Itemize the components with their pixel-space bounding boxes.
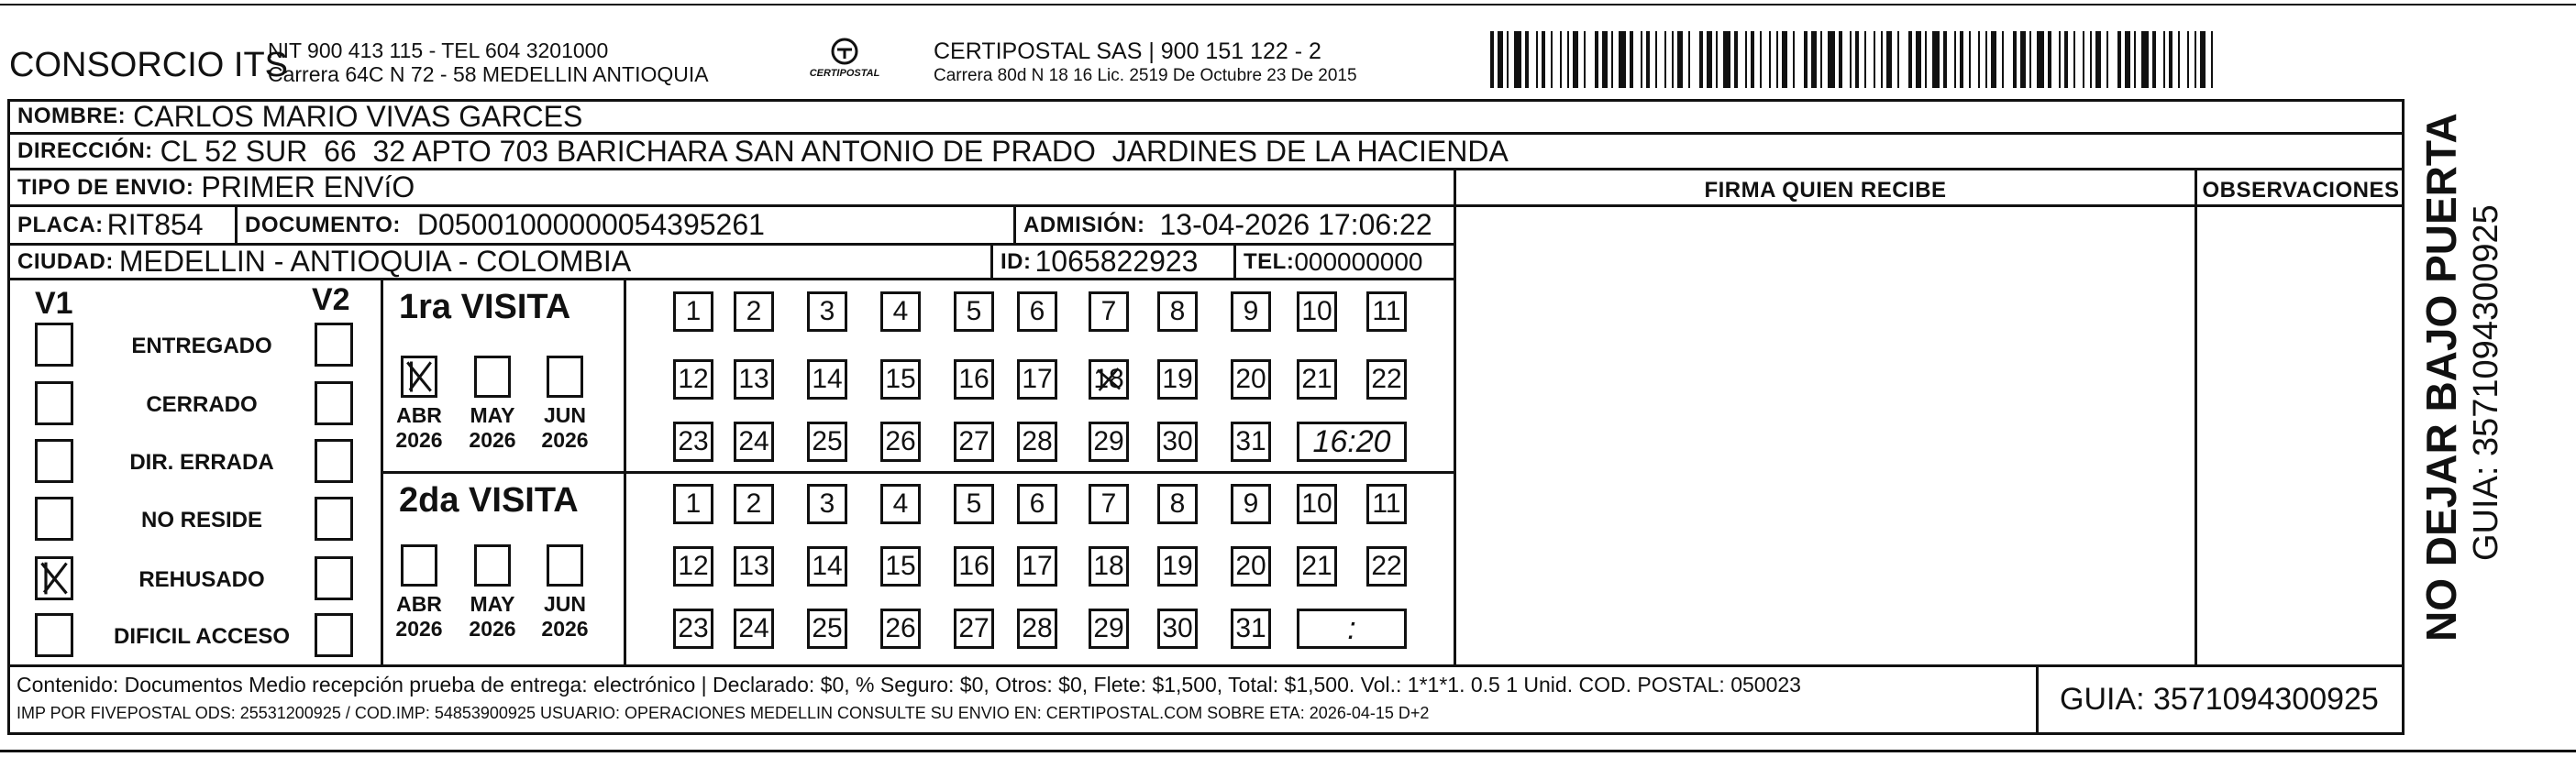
top-rule (0, 4, 2576, 5)
barcode-bar (1490, 31, 1494, 88)
day-box[interactable]: 27 (954, 422, 994, 462)
barcode-bar (1602, 31, 1608, 88)
tipo-label: TIPO DE ENVIO: (17, 174, 194, 200)
check-x-icon (38, 559, 71, 598)
barcode-bar (2178, 31, 2180, 88)
first-visit-title: 1ra VISITA (399, 288, 571, 326)
barcode-bar (1536, 31, 1538, 88)
col-line (2195, 168, 2197, 667)
status-label: REHUSADO (138, 567, 265, 592)
month-checkbox[interactable] (547, 544, 583, 587)
barcode-bar (1760, 31, 1762, 88)
bottom-rule (0, 750, 2576, 752)
nombre-label: NOMBRE: (17, 104, 127, 128)
year-label: 2026 (541, 428, 589, 452)
month-label: JUN (543, 403, 586, 427)
year-label: 2026 (395, 428, 443, 452)
day-box[interactable]: 25 (807, 422, 847, 462)
documento-value: D05001000000054395261 (416, 208, 765, 241)
barcode-bar (1925, 31, 1927, 88)
placa-cell (10, 207, 235, 243)
barcode-bar (1850, 31, 1852, 88)
day-box[interactable]: 19 (1157, 546, 1198, 587)
day-box[interactable]: 14 (807, 546, 847, 587)
admision-value: 13-04-2026 17:06:22 (1159, 208, 1432, 241)
month-label: MAY (470, 403, 515, 427)
footer-line-1: Contenido: Documentos Medio recepción prueba de entrega: electrónico | Declarado: $0, % Seguro: $0, Otros: $0, Flete: $1,500, Total: $1,500. Vol.: 1*1*1. 0.5 1 Unid. COD. POSTAL: 050023 (17, 673, 1801, 697)
barcode-bar (2013, 31, 2017, 88)
carrier-info-2: Carrera 80d N 18 16 Lic. 2519 De Octubre 23 De 2015 (934, 66, 1357, 85)
day-box[interactable]: 22 (1366, 546, 1407, 587)
barcode-bar (2163, 31, 2165, 88)
day-box[interactable]: 31 (1231, 609, 1271, 649)
day-box[interactable]: 29 (1089, 422, 1129, 462)
check-x-icon (404, 358, 435, 395)
day-box[interactable]: 21 (1297, 546, 1337, 587)
day-box[interactable]: 1 (673, 484, 713, 524)
status-label: DIR. ERRADA (129, 450, 274, 475)
barcode-bar (1707, 31, 1712, 88)
second-visit-time-box[interactable]: : (1297, 609, 1407, 649)
id-value: 1065822923 (1034, 246, 1199, 278)
status-label: ENTREGADO (131, 334, 272, 358)
direccion-label: DIRECCIÓN: (17, 138, 153, 163)
barcode-bar (1969, 31, 1971, 88)
day-box[interactable]: 4 (880, 291, 921, 332)
barcode-bar (1782, 31, 1787, 88)
day-box[interactable]: 26 (880, 422, 921, 462)
day-box[interactable]: 26 (880, 609, 921, 649)
barcode-bar (1664, 31, 1666, 88)
v2-label: V2 (312, 282, 350, 317)
year-label: 2026 (469, 428, 516, 452)
day-box[interactable]: 4 (880, 484, 921, 524)
day-box[interactable]: 12 (673, 359, 713, 400)
day-box[interactable]: 17 (1017, 546, 1057, 587)
day-box[interactable]: 2 (734, 291, 774, 332)
col-line (1454, 168, 1456, 667)
day-box[interactable]: 24 (734, 422, 774, 462)
v1-checkbox[interactable] (35, 556, 73, 600)
barcode-bar (1751, 31, 1754, 88)
barcode-bar (1498, 31, 1503, 88)
v2-checkbox[interactable] (315, 439, 353, 483)
day-box[interactable]: 30 (1157, 609, 1198, 649)
day-box[interactable]: 19 (1157, 359, 1198, 400)
barcode-bar (1560, 31, 1562, 88)
v1-label: V1 (35, 286, 73, 321)
barcode-bar (1655, 31, 1657, 88)
month-checkbox[interactable] (474, 544, 511, 587)
day-box[interactable]: 23 (673, 422, 713, 462)
v2-checkbox[interactable] (315, 613, 353, 657)
id-cell (993, 246, 1233, 278)
day-box[interactable]: 3 (807, 291, 847, 332)
day-box[interactable]: 8 (1157, 291, 1198, 332)
barcode-bar (1646, 31, 1650, 88)
status-label: NO RESIDE (140, 508, 263, 532)
barcode-bar (1855, 31, 1859, 88)
day-box[interactable]: 2 (734, 484, 774, 524)
year-label: 2026 (395, 617, 443, 641)
barcode-bar (2020, 31, 2026, 88)
barcode-bar (1954, 31, 1956, 88)
barcode-bar (1908, 31, 1912, 88)
barcode-bar (1551, 31, 1553, 88)
barcode-bar (1991, 31, 1996, 88)
day-box[interactable]: 1 (673, 291, 713, 332)
day-box[interactable]: 7 (1089, 484, 1129, 524)
barcode-bar (1881, 31, 1883, 88)
notice-vertical: NO DEJAR BAJO PUERTA (2417, 113, 2465, 642)
day-box[interactable]: 20 (1231, 359, 1271, 400)
month-checkbox[interactable] (401, 356, 437, 398)
day-box[interactable]: 11 (1366, 484, 1407, 524)
row-line (7, 278, 1456, 280)
barcode-bar (1828, 31, 1835, 88)
day-box[interactable]: 3 (807, 484, 847, 524)
barcode-bar (1943, 31, 1947, 88)
barcode-bar (2195, 31, 2196, 88)
barcode-bar (1985, 31, 1987, 88)
day-box[interactable]: 29 (1089, 609, 1129, 649)
tipo-row (10, 170, 1450, 204)
row-line (7, 664, 2405, 667)
day-box[interactable]: 28 (1017, 609, 1057, 649)
certipostal-logo (807, 35, 882, 88)
barcode-bar (1672, 31, 1674, 88)
barcode (1490, 31, 2224, 88)
barcode-bar (2037, 31, 2044, 88)
status-label: DIFICIL ACCESO (113, 624, 290, 649)
second-visit-title: 2da VISITA (399, 481, 579, 520)
barcode-bar (1769, 31, 1771, 88)
barcode-bar (2169, 31, 2172, 88)
barcode-bar (1804, 31, 1808, 88)
company-name: CONSORCIO ITS (9, 46, 289, 84)
day-box[interactable]: 17 (1017, 359, 1057, 400)
day-box[interactable]: 18 (1089, 546, 1129, 587)
observaciones-header: OBSERVACIONES (2202, 178, 2400, 203)
tel-label: TEL: (1244, 248, 1295, 274)
check-x-icon (1091, 362, 1126, 397)
barcode-bar (2029, 31, 2031, 88)
firma-header: FIRMA QUIEN RECIBE (1704, 178, 1947, 203)
v2-checkbox[interactable] (315, 556, 353, 600)
documento-cell (238, 207, 1013, 243)
barcode-bar (2083, 31, 2084, 88)
barcode-bar (1630, 31, 1633, 88)
barcode-bar (2152, 31, 2156, 88)
month-checkbox[interactable] (474, 356, 511, 398)
barcode-bar (2134, 31, 2136, 88)
barcode-bar (1688, 31, 1690, 88)
first-visit-time-box[interactable]: 16:20 (1297, 422, 1407, 462)
nombre-value: CARLOS MARIO VIVAS GARCES (133, 101, 583, 132)
day-box[interactable]: 24 (734, 609, 774, 649)
barcode-bar (2002, 31, 2004, 88)
barcode-bar (1916, 31, 1921, 88)
day-box[interactable]: 9 (1231, 291, 1271, 332)
barcode-bar (2211, 31, 2213, 88)
barcode-bar (2064, 31, 2068, 88)
day-box[interactable]: 27 (954, 609, 994, 649)
day-box[interactable]: 31 (1231, 422, 1271, 462)
barcode-bar (1734, 31, 1738, 88)
row-line (381, 471, 1455, 474)
admision-cell (1016, 207, 1454, 243)
barcode-bar (1507, 31, 1509, 88)
barcode-bar (1932, 31, 1940, 88)
barcode-bar (1584, 31, 1586, 88)
day-box[interactable]: 6 (1017, 484, 1057, 524)
barcode-bar (1619, 31, 1626, 88)
barcode-bar (1542, 31, 1545, 88)
day-box[interactable]: 28 (1017, 422, 1057, 462)
barcode-bar (1611, 31, 1613, 88)
day-box[interactable]: 6 (1017, 291, 1057, 332)
ciudad-cell (10, 246, 990, 278)
v1-checkbox[interactable] (35, 381, 73, 425)
barcode-bar (2187, 31, 2189, 88)
day-box[interactable]: 20 (1231, 546, 1271, 587)
barcode-bar (1897, 31, 1899, 88)
barcode-bar (2200, 31, 2206, 88)
barcode-bar (1525, 31, 1529, 88)
barcode-bar (1811, 31, 1817, 88)
company-info-2: Carrera 64C N 72 - 58 MEDELLIN ANTIOQUIA (268, 62, 709, 86)
ciudad-value: MEDELLIN - ANTIOQUIA - COLOMBIA (118, 246, 632, 278)
day-box[interactable]: 8 (1157, 484, 1198, 524)
carrier-info-1: CERTIPOSTAL SAS | 900 151 122 - 2 (934, 38, 1321, 64)
day-box[interactable]: 5 (954, 291, 994, 332)
barcode-bar (2141, 31, 2149, 88)
v1-checkbox[interactable] (35, 323, 73, 367)
barcode-bar (1716, 31, 1718, 88)
footer-guia: GUIA: 3571094300925 (2060, 682, 2379, 717)
day-box[interactable]: 13 (734, 359, 774, 400)
v1-checkbox[interactable] (35, 439, 73, 483)
day-box[interactable]: 21 (1297, 359, 1337, 400)
month-checkbox[interactable] (547, 356, 583, 398)
barcode-bar (1874, 31, 1875, 88)
day-box[interactable]: 15 (880, 359, 921, 400)
direccion-row (10, 135, 1844, 168)
v1-checkbox[interactable] (35, 613, 73, 657)
barcode-bar (2117, 31, 2121, 88)
direccion-value: CL 52 SUR 66 32 APTO 703 BARICHARA SAN ANTONIO DE PRADO JARDINES DE LA HACIENDA (160, 135, 1509, 168)
tel-value: 000000000 (1294, 247, 1423, 276)
barcode-bar (2095, 31, 2101, 88)
year-label: 2026 (541, 617, 589, 641)
day-box[interactable]: 10 (1297, 291, 1337, 332)
day-box[interactable]: 10 (1297, 484, 1337, 524)
id-label: ID: (1001, 248, 1032, 274)
v2-checkbox[interactable] (315, 323, 353, 367)
barcode-bar (1864, 31, 1866, 88)
barcode-bar (1595, 31, 1598, 88)
barcode-bar (2090, 31, 2092, 88)
day-box[interactable]: 18 (1089, 359, 1129, 400)
day-box[interactable]: 15 (880, 546, 921, 587)
barcode-bar (2125, 31, 2130, 88)
barcode-bar (1886, 31, 1892, 88)
tipo-value: PRIMER ENVíO (201, 170, 415, 203)
day-box[interactable]: 30 (1157, 422, 1198, 462)
barcode-bar (2048, 31, 2051, 88)
barcode-bar (1514, 31, 1521, 88)
month-label: ABR (396, 403, 442, 427)
barcode-bar (1567, 31, 1569, 88)
month-label: JUN (543, 592, 586, 616)
month-label: ABR (396, 592, 442, 616)
day-box[interactable]: 23 (673, 609, 713, 649)
barcode-bar (1723, 31, 1730, 88)
placa-label: PLACA: (17, 212, 104, 237)
day-box[interactable]: 12 (673, 546, 713, 587)
barcode-bar (1573, 31, 1578, 88)
barcode-bar (1641, 31, 1642, 88)
day-box[interactable]: 16 (954, 359, 994, 400)
barcode-bar (2106, 31, 2108, 88)
documento-label: DOCUMENTO: (245, 212, 401, 237)
barcode-bar (1960, 31, 1963, 88)
day-box[interactable]: 14 (807, 359, 847, 400)
barcode-bar (1839, 31, 1842, 88)
barcode-bar (1699, 31, 1703, 88)
nombre-row (10, 101, 1450, 132)
barcode-bar (1677, 31, 1683, 88)
logo-text: CERTIPOSTAL (809, 68, 880, 79)
status-label: CERRADO (146, 392, 258, 417)
month-label: MAY (470, 592, 515, 616)
v1-checkbox[interactable] (35, 497, 73, 541)
day-box[interactable]: 11 (1366, 291, 1407, 332)
day-box[interactable]: 16 (954, 546, 994, 587)
day-box[interactable]: 22 (1366, 359, 1407, 400)
barcode-bar (1820, 31, 1822, 88)
barcode-bar (1776, 31, 1778, 88)
admision-label: ADMISIÓN: (1023, 212, 1145, 237)
barcode-bar (2073, 31, 2075, 88)
day-box[interactable]: 25 (807, 609, 847, 649)
company-info-1: NIT 900 413 115 - TEL 604 3201000 (268, 38, 609, 62)
footer-line-2: IMP POR FIVEPOSTAL ODS: 25531200925 / COD.IMP: 54853900925 USUARIO: OPERACIONES MEDELLIN CONSULTE SU ENVIO EN: CERTIPOSTAL.COM SOBRE ETA: 2026-04-15 D+2 (17, 704, 1430, 722)
day-box[interactable]: 7 (1089, 291, 1129, 332)
v2-checkbox[interactable] (315, 497, 353, 541)
barcode-bar (2059, 31, 2061, 88)
day-box[interactable]: 5 (954, 484, 994, 524)
v2-checkbox[interactable] (315, 381, 353, 425)
year-label: 2026 (469, 617, 516, 641)
guia-vertical: GUIA: 3571094300925 (2467, 204, 2505, 561)
barcode-bar (1978, 31, 1980, 88)
tel-cell (1236, 246, 1454, 278)
day-box[interactable]: 13 (734, 546, 774, 587)
placa-value: RIT854 (106, 208, 204, 241)
month-checkbox[interactable] (401, 544, 437, 587)
day-box[interactable]: 9 (1231, 484, 1271, 524)
barcode-bar (1793, 31, 1795, 88)
barcode-bar (1745, 31, 1747, 88)
col-line (2036, 664, 2039, 735)
ciudad-label: CIUDAD: (17, 248, 114, 274)
